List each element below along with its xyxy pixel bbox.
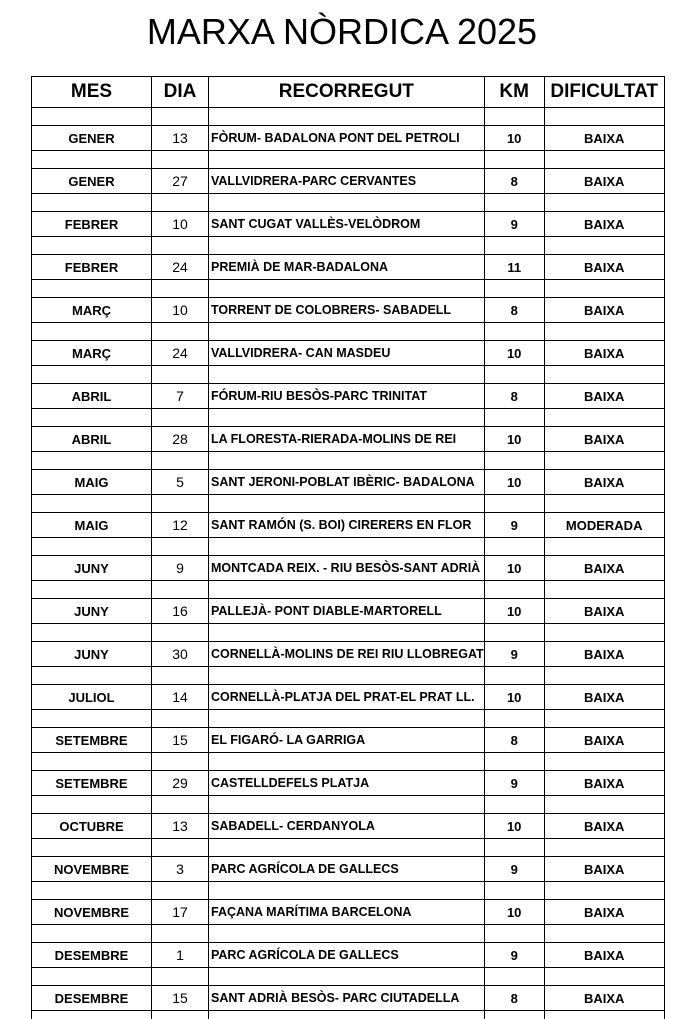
km-cell: 11: [484, 255, 544, 280]
spacer-cell: [209, 581, 485, 599]
spacer-cell: [484, 624, 544, 642]
day-cell: 16: [152, 599, 209, 624]
header-row: [32, 77, 665, 108]
spacer-cell: [32, 151, 152, 169]
difficulty-cell: BAIXA: [544, 126, 664, 151]
spacer-cell: [484, 839, 544, 857]
km-cell: 8: [484, 298, 544, 323]
spacer-cell: [209, 495, 485, 513]
spacer-cell: [484, 710, 544, 728]
spacer-cell: [484, 968, 544, 986]
spacer-cell: [152, 925, 209, 943]
spacer-cell: [209, 710, 485, 728]
table-row: [32, 986, 665, 1011]
table-row: [32, 470, 665, 495]
spacer-cell: [152, 753, 209, 771]
spacer-row: [32, 753, 665, 771]
day-cell: 24: [152, 341, 209, 366]
route-cell: SANT RAMÓN (S. BOI) CIRERERS EN FLOR: [209, 513, 485, 538]
day-cell: 9: [152, 556, 209, 581]
month-cell: FEBRER: [32, 255, 152, 280]
spacer-cell: [152, 409, 209, 427]
month-cell: ABRIL: [32, 427, 152, 452]
spacer-cell: [544, 968, 664, 986]
difficulty-cell: BAIXA: [544, 298, 664, 323]
day-cell: 10: [152, 298, 209, 323]
day-cell: 10: [152, 212, 209, 237]
day-cell: 1: [152, 943, 209, 968]
spacer-cell: [152, 366, 209, 384]
table-row: [32, 255, 665, 280]
km-cell: 10: [484, 814, 544, 839]
spacer-cell: [152, 667, 209, 685]
spacer-cell: [209, 366, 485, 384]
spacer-cell: [544, 495, 664, 513]
spacer-cell: [209, 538, 485, 556]
spacer-cell: [209, 452, 485, 470]
day-cell: 27: [152, 169, 209, 194]
route-cell: FÓRUM-RIU BESÒS-PARC TRINITAT: [209, 384, 485, 409]
route-cell: CORNELLÀ-MOLINS DE REI RIU LLOBREGAT: [209, 642, 485, 667]
spacer-cell: [152, 796, 209, 814]
month-cell: MARÇ: [32, 341, 152, 366]
day-cell: 13: [152, 814, 209, 839]
route-cell: PARC AGRÍCOLA DE GALLECS: [209, 943, 485, 968]
spacer-cell: [152, 151, 209, 169]
day-cell: 17: [152, 900, 209, 925]
route-cell: PARC AGRÍCOLA DE GALLECS: [209, 857, 485, 882]
table-row: [32, 126, 665, 151]
spacer-cell: [209, 882, 485, 900]
spacer-row: [32, 667, 665, 685]
day-cell: 3: [152, 857, 209, 882]
spacer-cell: [544, 796, 664, 814]
day-cell: 15: [152, 986, 209, 1011]
spacer-cell: [152, 710, 209, 728]
spacer-cell: [209, 151, 485, 169]
km-cell: 9: [484, 642, 544, 667]
table-row: [32, 513, 665, 538]
spacer-cell: [484, 323, 544, 341]
spacer-cell: [484, 753, 544, 771]
table-row: [32, 169, 665, 194]
spacer-cell: [544, 366, 664, 384]
spacer-cell: [544, 753, 664, 771]
spacer-cell: [152, 280, 209, 298]
spacer-cell: [32, 409, 152, 427]
day-cell: 7: [152, 384, 209, 409]
difficulty-cell: MODERADA: [544, 513, 664, 538]
spacer-cell: [152, 581, 209, 599]
difficulty-cell: BAIXA: [544, 169, 664, 194]
spacer-cell: [152, 323, 209, 341]
spacer-cell: [209, 624, 485, 642]
month-cell: GENER: [32, 169, 152, 194]
header-km: KM: [484, 77, 544, 108]
spacer-cell: [209, 839, 485, 857]
month-cell: ABRIL: [32, 384, 152, 409]
spacer-row: [32, 452, 665, 470]
km-cell: 8: [484, 728, 544, 753]
table-row: [32, 771, 665, 796]
difficulty-cell: BAIXA: [544, 255, 664, 280]
table-row: [32, 814, 665, 839]
table-row: [32, 298, 665, 323]
spacer-cell: [544, 409, 664, 427]
spacer-cell: [209, 108, 485, 126]
difficulty-cell: BAIXA: [544, 212, 664, 237]
route-cell: CORNELLÀ-PLATJA DEL PRAT-EL PRAT LL.: [209, 685, 485, 710]
month-cell: SETEMBRE: [32, 771, 152, 796]
difficulty-cell: BAIXA: [544, 986, 664, 1011]
spacer-cell: [484, 882, 544, 900]
spacer-cell: [484, 796, 544, 814]
spacer-cell: [209, 1011, 485, 1019]
month-cell: MAIG: [32, 513, 152, 538]
month-cell: GENER: [32, 126, 152, 151]
spacer-cell: [32, 925, 152, 943]
spacer-cell: [484, 280, 544, 298]
spacer-cell: [152, 237, 209, 255]
spacer-row: [32, 581, 665, 599]
spacer-cell: [484, 1011, 544, 1019]
route-cell: PREMIÀ DE MAR-BADALONA: [209, 255, 485, 280]
spacer-cell: [209, 280, 485, 298]
route-cell: TORRENT DE COLOBRERS- SABADELL: [209, 298, 485, 323]
spacer-cell: [32, 452, 152, 470]
spacer-cell: [484, 108, 544, 126]
spacer-row: [32, 538, 665, 556]
km-cell: 9: [484, 943, 544, 968]
spacer-cell: [32, 839, 152, 857]
route-cell: SABADELL- CERDANYOLA: [209, 814, 485, 839]
spacer-cell: [544, 151, 664, 169]
difficulty-cell: BAIXA: [544, 771, 664, 796]
route-cell: SANT ADRIÀ BESÒS- PARC CIUTADELLA: [209, 986, 485, 1011]
spacer-row: [32, 194, 665, 212]
spacer-cell: [32, 667, 152, 685]
header-recorregut: RECORREGUT: [209, 77, 485, 108]
route-cell: MONTCADA REIX. - RIU BESÒS-SANT ADRIÀ: [209, 556, 485, 581]
spacer-cell: [152, 1011, 209, 1019]
spacer-cell: [32, 624, 152, 642]
km-cell: 10: [484, 427, 544, 452]
spacer-cell: [32, 796, 152, 814]
month-cell: JUNY: [32, 556, 152, 581]
spacer-cell: [484, 581, 544, 599]
day-cell: 12: [152, 513, 209, 538]
spacer-cell: [544, 452, 664, 470]
spacer-cell: [32, 753, 152, 771]
difficulty-cell: BAIXA: [544, 599, 664, 624]
difficulty-cell: BAIXA: [544, 728, 664, 753]
spacer-cell: [152, 624, 209, 642]
spacer-cell: [484, 151, 544, 169]
km-cell: 10: [484, 470, 544, 495]
month-cell: NOVEMBRE: [32, 857, 152, 882]
spacer-cell: [209, 409, 485, 427]
spacer-cell: [32, 581, 152, 599]
spacer-row: [32, 280, 665, 298]
table-row: [32, 427, 665, 452]
month-cell: DESEMBRE: [32, 986, 152, 1011]
spacer-cell: [209, 237, 485, 255]
page-title: MARXA NÒRDICA 2025: [0, 10, 684, 54]
route-cell: SANT CUGAT VALLÈS-VELÒDROM: [209, 212, 485, 237]
month-cell: JUNY: [32, 599, 152, 624]
table-row: [32, 341, 665, 366]
km-cell: 10: [484, 556, 544, 581]
spacer-cell: [544, 323, 664, 341]
table-row: [32, 642, 665, 667]
spacer-cell: [544, 710, 664, 728]
spacer-cell: [152, 495, 209, 513]
spacer-cell: [484, 194, 544, 212]
day-cell: 15: [152, 728, 209, 753]
month-cell: SETEMBRE: [32, 728, 152, 753]
spacer-cell: [152, 882, 209, 900]
table-row: [32, 556, 665, 581]
spacer-cell: [544, 624, 664, 642]
spacer-cell: [544, 925, 664, 943]
table-row: [32, 384, 665, 409]
spacer-cell: [32, 323, 152, 341]
spacer-cell: [484, 538, 544, 556]
km-cell: 10: [484, 341, 544, 366]
spacer-cell: [32, 366, 152, 384]
spacer-cell: [32, 538, 152, 556]
day-cell: 29: [152, 771, 209, 796]
month-cell: JUNY: [32, 642, 152, 667]
spacer-cell: [32, 968, 152, 986]
spacer-cell: [544, 280, 664, 298]
schedule-body: [32, 108, 665, 1019]
spacer-row: [32, 624, 665, 642]
spacer-cell: [209, 925, 485, 943]
spacer-row: [32, 925, 665, 943]
difficulty-cell: BAIXA: [544, 341, 664, 366]
spacer-row: [32, 495, 665, 513]
spacer-cell: [32, 1011, 152, 1019]
day-cell: 5: [152, 470, 209, 495]
km-cell: 8: [484, 986, 544, 1011]
month-cell: MAIG: [32, 470, 152, 495]
km-cell: 9: [484, 771, 544, 796]
route-cell: FÒRUM- BADALONA PONT DEL PETROLI: [209, 126, 485, 151]
km-cell: 9: [484, 857, 544, 882]
spacer-row: [32, 710, 665, 728]
day-cell: 14: [152, 685, 209, 710]
difficulty-cell: BAIXA: [544, 642, 664, 667]
spacer-cell: [209, 667, 485, 685]
km-cell: 10: [484, 126, 544, 151]
km-cell: 10: [484, 900, 544, 925]
route-cell: VALLVIDRERA- CAN MASDEU: [209, 341, 485, 366]
difficulty-cell: BAIXA: [544, 857, 664, 882]
route-cell: PALLEJÀ- PONT DIABLE-MARTORELL: [209, 599, 485, 624]
spacer-cell: [544, 538, 664, 556]
month-cell: OCTUBRE: [32, 814, 152, 839]
km-cell: 10: [484, 599, 544, 624]
spacer-cell: [152, 968, 209, 986]
km-cell: 10: [484, 685, 544, 710]
difficulty-cell: BAIXA: [544, 685, 664, 710]
difficulty-cell: BAIXA: [544, 943, 664, 968]
difficulty-cell: BAIXA: [544, 900, 664, 925]
spacer-row: [32, 882, 665, 900]
spacer-cell: [32, 495, 152, 513]
spacer-cell: [484, 925, 544, 943]
table-row: [32, 728, 665, 753]
difficulty-cell: BAIXA: [544, 384, 664, 409]
spacer-cell: [32, 194, 152, 212]
difficulty-cell: BAIXA: [544, 556, 664, 581]
table-row: [32, 900, 665, 925]
spacer-cell: [544, 882, 664, 900]
spacer-cell: [209, 194, 485, 212]
month-cell: FEBRER: [32, 212, 152, 237]
route-cell: FAÇANA MARÍTIMA BARCELONA: [209, 900, 485, 925]
spacer-cell: [152, 194, 209, 212]
spacer-row: [32, 409, 665, 427]
trailing-row: [32, 1011, 665, 1019]
spacer-row: [32, 839, 665, 857]
route-cell: LA FLORESTA-RIERADA-MOLINS DE REI: [209, 427, 485, 452]
table-row: [32, 943, 665, 968]
day-cell: 24: [152, 255, 209, 280]
table-row: [32, 857, 665, 882]
spacer-row: [32, 323, 665, 341]
spacer-cell: [32, 710, 152, 728]
spacer-cell: [32, 882, 152, 900]
header-dificultat: DIFICULTAT: [544, 77, 664, 108]
spacer-cell: [209, 968, 485, 986]
header-mes: MES: [32, 77, 152, 108]
spacer-cell: [209, 796, 485, 814]
schedule-table: [31, 76, 665, 1019]
month-cell: DESEMBRE: [32, 943, 152, 968]
spacer-cell: [32, 108, 152, 126]
spacer-row: [32, 151, 665, 169]
spacer-row: [32, 366, 665, 384]
difficulty-cell: BAIXA: [544, 470, 664, 495]
spacer-cell: [32, 237, 152, 255]
spacer-cell: [544, 581, 664, 599]
spacer-row: [32, 968, 665, 986]
km-cell: 9: [484, 513, 544, 538]
spacer-cell: [544, 194, 664, 212]
spacer-cell: [484, 452, 544, 470]
route-cell: VALLVIDRERA-PARC CERVANTES: [209, 169, 485, 194]
km-cell: 8: [484, 169, 544, 194]
day-cell: 30: [152, 642, 209, 667]
spacer-cell: [484, 366, 544, 384]
spacer-cell: [152, 538, 209, 556]
table-row: [32, 599, 665, 624]
spacer-cell: [152, 108, 209, 126]
spacer-cell: [484, 409, 544, 427]
spacer-cell: [544, 1011, 664, 1019]
month-cell: NOVEMBRE: [32, 900, 152, 925]
km-cell: 8: [484, 384, 544, 409]
route-cell: EL FIGARÓ- LA GARRIGA: [209, 728, 485, 753]
table-row: [32, 212, 665, 237]
spacer-cell: [544, 108, 664, 126]
spacer-cell: [484, 495, 544, 513]
spacer-cell: [209, 753, 485, 771]
difficulty-cell: BAIXA: [544, 814, 664, 839]
spacer-row: [32, 796, 665, 814]
month-cell: MARÇ: [32, 298, 152, 323]
difficulty-cell: BAIXA: [544, 427, 664, 452]
spacer-row: [32, 237, 665, 255]
spacer-cell: [484, 237, 544, 255]
spacer-cell: [544, 237, 664, 255]
spacer-cell: [544, 839, 664, 857]
spacer-cell: [152, 452, 209, 470]
spacer-row: [32, 108, 665, 126]
header-dia: DIA: [152, 77, 209, 108]
table-row: [32, 685, 665, 710]
route-cell: CASTELLDEFELS PLATJA: [209, 771, 485, 796]
spacer-cell: [544, 667, 664, 685]
day-cell: 13: [152, 126, 209, 151]
day-cell: 28: [152, 427, 209, 452]
spacer-cell: [209, 323, 485, 341]
route-cell: SANT JERONI-POBLAT IBÈRIC- BADALONA: [209, 470, 485, 495]
spacer-cell: [32, 280, 152, 298]
spacer-cell: [152, 839, 209, 857]
spacer-cell: [484, 667, 544, 685]
month-cell: JULIOL: [32, 685, 152, 710]
km-cell: 9: [484, 212, 544, 237]
